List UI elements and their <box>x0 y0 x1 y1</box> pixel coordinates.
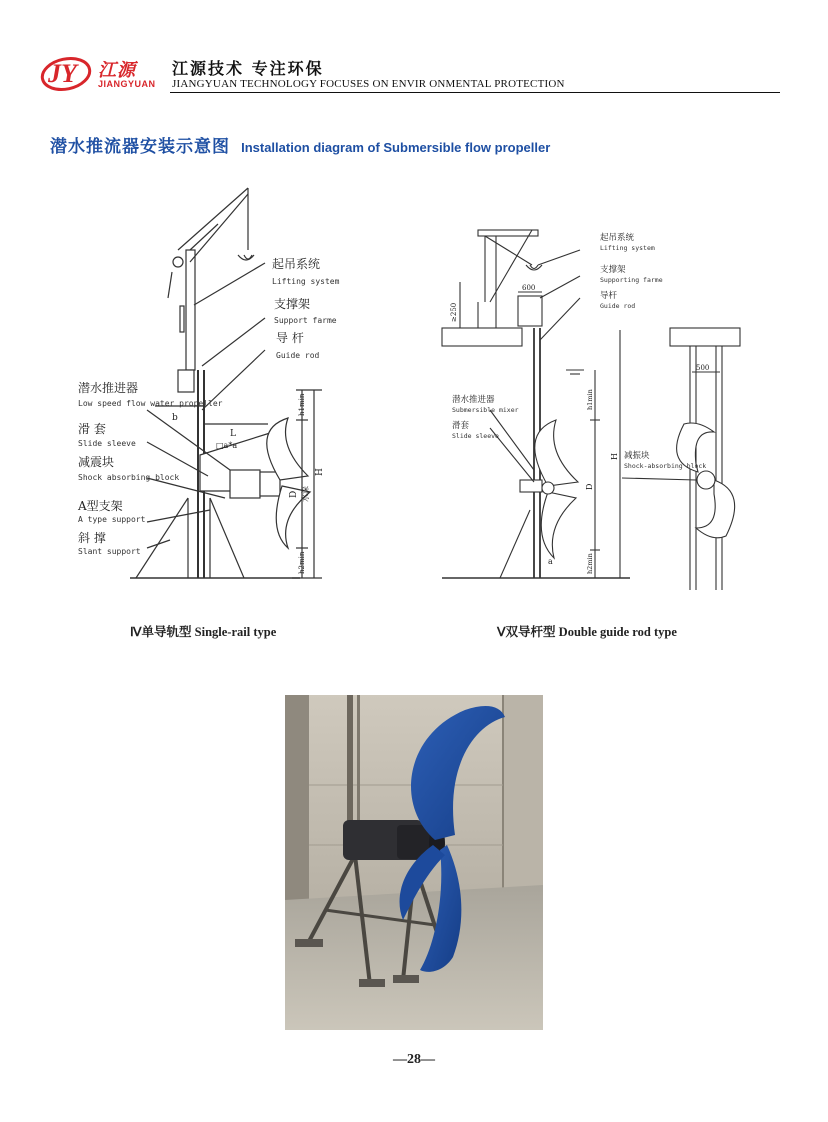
label-support-en: Support farme <box>274 316 337 325</box>
single-rail-caption: Ⅳ单导轨型 Single-rail type <box>130 625 277 639</box>
dim-L: L <box>230 429 236 439</box>
label-lifting-cn: 起吊系统 <box>272 257 321 271</box>
label-slant-cn: 斜 撑 <box>78 531 106 545</box>
dim-h1: h1min <box>298 393 306 416</box>
dim-H: H <box>315 468 325 476</box>
single-rail-diagram <box>60 180 360 600</box>
slogan-chinese: 江源技术 专注环保 <box>172 59 324 78</box>
title-english: Installation diagram of Submersible flow propeller <box>241 140 551 155</box>
single-rail-drawing <box>60 180 360 600</box>
dim-D: D <box>289 490 299 498</box>
dim-b: b <box>172 413 178 423</box>
label2-mixer-cn: 潜水推进器 <box>452 395 495 405</box>
dim2-500: 500 <box>696 364 710 372</box>
label-slant-en: Slant support <box>78 547 141 556</box>
label-atype-en: A type support <box>78 515 146 524</box>
label2-sleeve-en: Slide sleeve <box>452 432 499 440</box>
label2-support-cn: 支撑架 <box>600 265 626 275</box>
dim-a: □a*a <box>216 441 238 450</box>
dim2-D: D <box>585 483 594 490</box>
dim2-h1: h1min <box>586 389 594 410</box>
label2-lifting-cn: 起吊系统 <box>600 233 635 243</box>
label-guide-cn: 导 杆 <box>276 331 304 345</box>
double-guide-diagram <box>430 210 770 600</box>
logo-chinese-name: 江源 <box>98 60 136 81</box>
page-header <box>40 52 780 98</box>
dim2-ge250: ≥250 <box>450 302 458 322</box>
label-propeller-en: Low speed flow water propeller <box>78 399 223 408</box>
label-shock-en: Shock absorbing block <box>78 473 180 482</box>
dim2-H: H <box>610 453 619 460</box>
slogan-english: JIANGYUAN TECHNOLOGY FOCUSES ON ENVIR ONMENTAL PROTECTION <box>172 78 565 90</box>
double-guide-drawing <box>430 210 770 600</box>
label-sleeve-en: Slide sleeve <box>78 439 136 448</box>
label-sleeve-cn: 滑 套 <box>78 422 106 436</box>
label2-guide-cn: 导杆 <box>600 291 618 301</box>
title-chinese: 潜水推流器安装示意图 <box>50 137 230 157</box>
label2-lifting-en: Lifting system <box>600 244 655 252</box>
dim2-600: 600 <box>522 284 536 292</box>
page-number: —28— <box>393 1052 435 1067</box>
dim-water: 水深 <box>301 486 310 502</box>
label-atype-cn: A型支架 <box>78 499 123 513</box>
label-guide-en: Guide rod <box>276 351 320 360</box>
label-propeller-cn: 潜水推进器 <box>78 381 139 395</box>
label2-shock-en: Shock-absorbing block <box>624 462 707 470</box>
double-guide-labels <box>450 232 709 574</box>
label-support-cn: 支撑架 <box>274 297 311 311</box>
label2-support-en: Supporting farme <box>600 276 663 284</box>
label2-guide-en: Guide rod <box>600 302 636 310</box>
label2-mixer-en: Submersible mixer <box>452 406 519 414</box>
dim2-a: a <box>548 557 553 566</box>
page-title <box>50 132 550 157</box>
logo-english-name: JIANGYUAN <box>98 79 156 89</box>
label-shock-cn: 减震块 <box>78 455 115 469</box>
label2-shock-cn: 减振块 <box>624 451 650 461</box>
double-guide-caption: Ⅴ双导杆型 Double guide rod type <box>497 625 677 639</box>
logo-mark: JY <box>48 59 77 88</box>
dim2-h2: h2min <box>586 553 594 574</box>
dim-h2: h2min <box>298 551 306 574</box>
header-divider <box>170 92 780 93</box>
single-rail-labels <box>77 256 340 574</box>
label2-sleeve-cn: 滑套 <box>452 421 470 431</box>
propeller-photo <box>285 695 543 1030</box>
label-lifting-en: Lifting system <box>272 277 340 286</box>
